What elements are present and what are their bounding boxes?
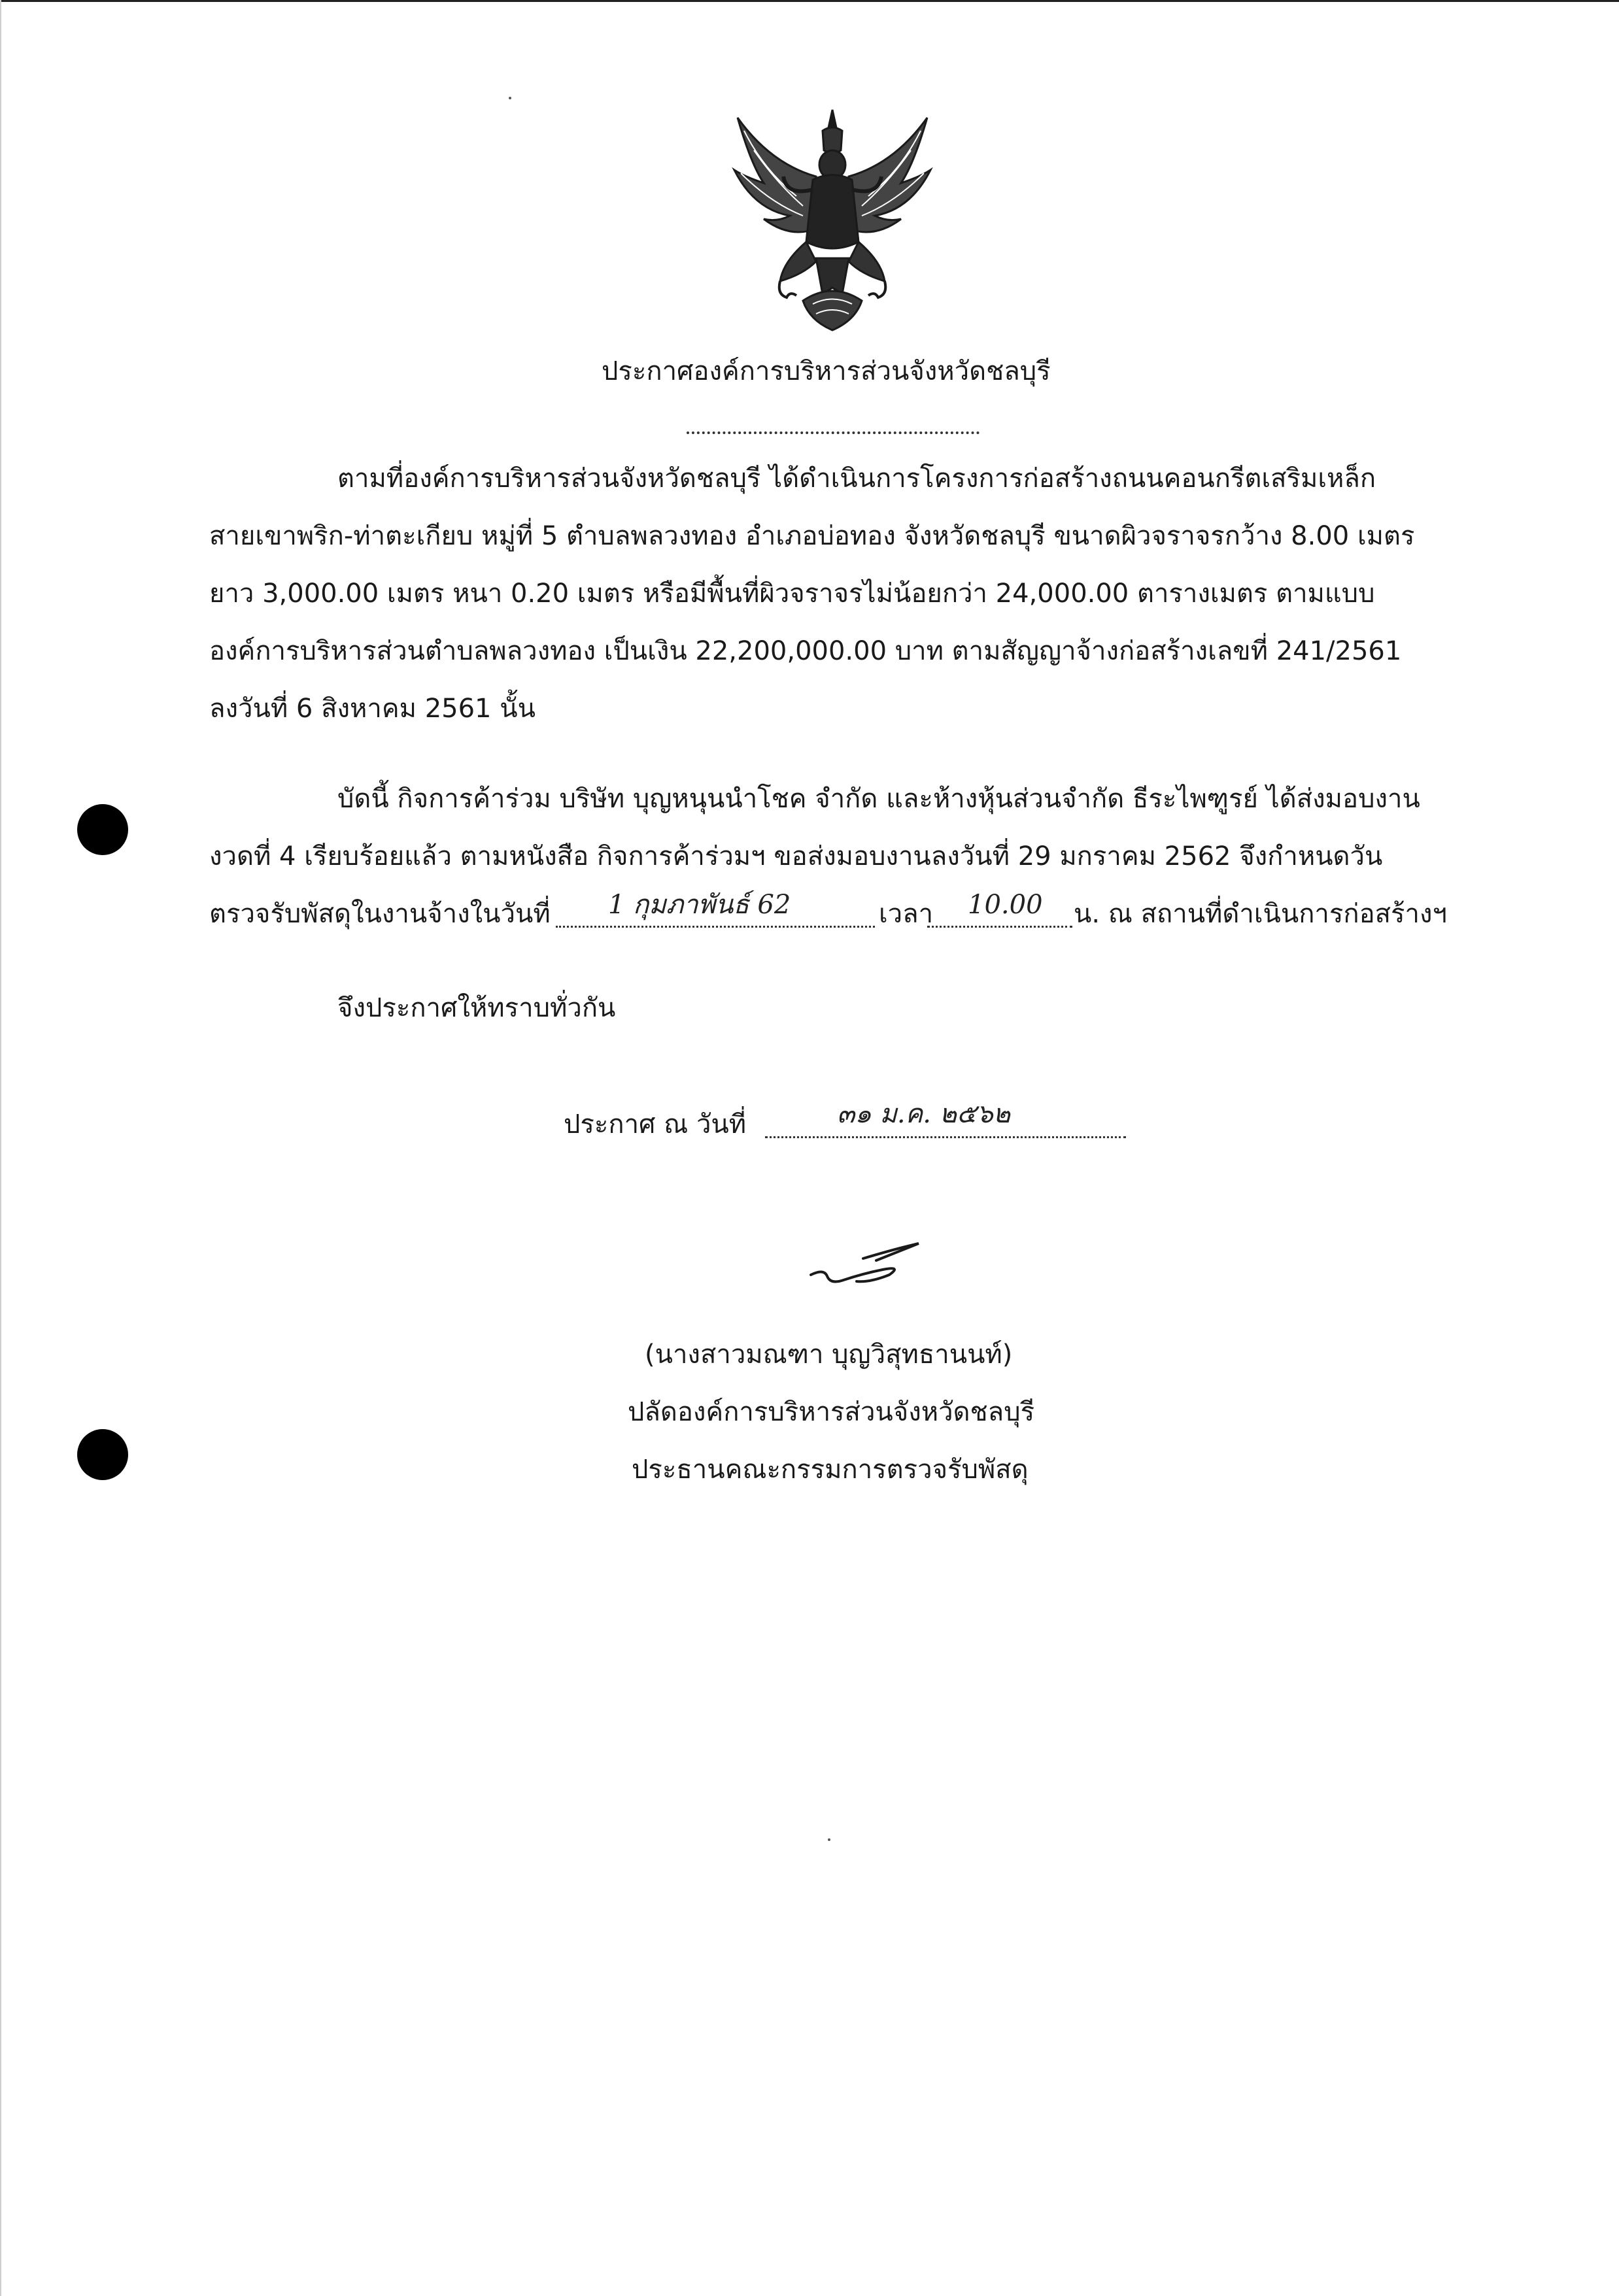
dated-dotline: [765, 1136, 1126, 1138]
para1-line1: ตามที่องค์การบริหารส่วนจังหวัดชลบุรี ได้ดำเนินการโครงการก่อสร้างถนนคอนกรีตเสริมเหล็ก: [337, 464, 1376, 494]
scan-left-edge: [0, 0, 1, 2296]
scan-speck: [828, 1838, 830, 1841]
punch-hole-bottom: [77, 1429, 128, 1480]
title-underline-dots: [687, 431, 980, 434]
scan-top-edge: [0, 0, 1619, 2]
inspection-time-dotline: [927, 926, 1072, 928]
inspection-date-handwritten: 1 กุมภาพันธ์ 62: [608, 890, 791, 920]
scan-speck: [509, 97, 511, 99]
garuda-emblem-icon: [724, 105, 940, 333]
para2-line2: งวดที่ 4 เรียบร้อยแล้ว ตามหนังสือ กิจการค้าร่วมฯ ขอส่งมอบงานลงวันที่ 29 มกราคม 2562 จึงกำหนดวัน: [209, 841, 1383, 871]
punch-hole-top: [77, 804, 128, 855]
para2-time-label: เวลา: [879, 899, 934, 929]
para1-line4: องค์การบริหารส่วนตำบลพลวงทอง เป็นเงิน 22,200,000.00 บาท ตามสัญญาจ้างก่อสร้างเลขที่ 241/2561: [209, 636, 1402, 666]
inspection-date-dotline: [556, 926, 875, 928]
para1-line5: ลงวันที่ 6 สิงหาคม 2561 นั้น: [209, 694, 536, 724]
signatory-name: (นางสาวมณฑา บุญวิสุทธานนท์): [645, 1340, 1013, 1370]
dated-handwritten: ๓๑ ม.ค. ๒๕๖๒: [837, 1099, 1011, 1129]
para1-line3: ยาว 3,000.00 เมตร หนา 0.20 เมตร หรือมีพื้นที่ผิวจราจรไม่น้อยกว่า 24,000.00 ตารางเมตร ตามแบบ: [209, 579, 1375, 609]
signatory-position-2: ประธานคณะกรรมการตรวจรับพัสดุ: [632, 1455, 1029, 1485]
signatory-position-1: ปลัดองค์การบริหารส่วนจังหวัดชลบุรี: [628, 1397, 1035, 1427]
para1-line2: สายเขาพริก-ท่าตะเกียบ หมู่ที่ 5 ตำบลพลวงทอง อำเภอบ่อทอง จังหวัดชลบุรี ขนาดผิวจราจรกว้าง 8.00 เมตร: [209, 521, 1415, 551]
para2-line1: บัดนี้ กิจการค้าร่วม บริษัท บุญหนุนนำโชค จำกัด และห้างหุ้นส่วนจำกัด ธีระไพฑูรย์ ได้ส่งมอบงาน: [337, 784, 1420, 814]
handwritten-signature: [804, 1229, 935, 1301]
dated-label: ประกาศ ณ วันที่: [564, 1109, 747, 1140]
para2-line3-suffix: น. ณ สถานที่ดำเนินการก่อสร้างฯ: [1074, 899, 1447, 929]
inspection-time-handwritten: 10.00: [968, 890, 1043, 920]
announcement-closing: จึงประกาศให้ทราบทั่วกัน: [337, 993, 616, 1023]
para2-line3-prefix: ตรวจรับพัสดุในงานจ้างในวันที่: [209, 899, 551, 929]
document-title: ประกาศองค์การบริหารส่วนจังหวัดชลบุรี: [602, 356, 1051, 386]
